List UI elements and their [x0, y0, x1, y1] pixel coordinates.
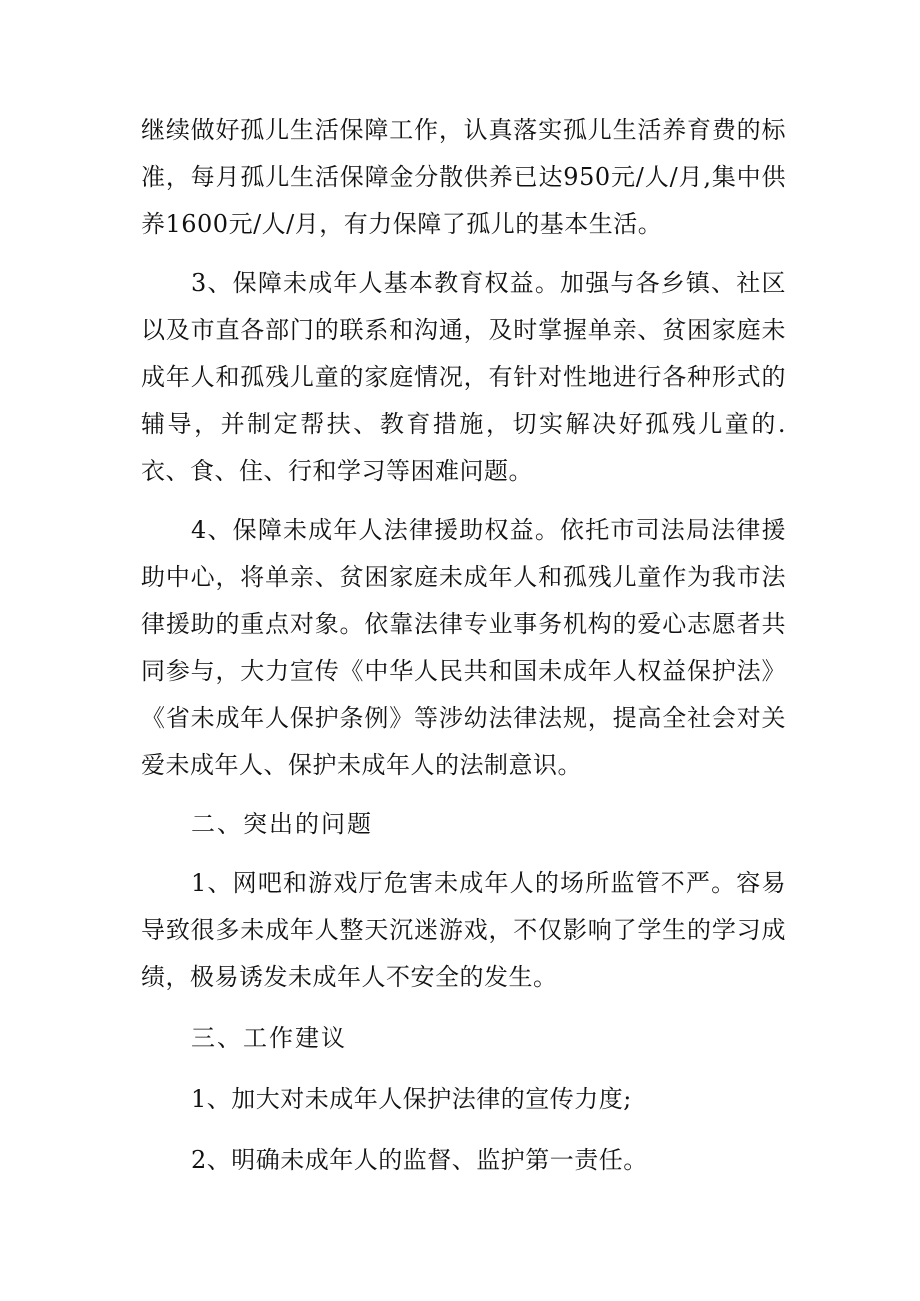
section-heading-problems: 二、突出的问题 — [191, 810, 373, 838]
section-heading-suggestions: 三、工作建议 — [191, 1024, 347, 1052]
suggestion-item-responsibility: 2、明确未成年人的监督、监护第一责任。 — [191, 1146, 648, 1174]
document-body — [141, 107, 786, 1184]
paragraph-problem-internet-cafes: 1、网吧和游戏厅危害未成年人的场所监管不严。容易导致很多未成年人整天沉迷游戏，不仅影响了学生的学习成绩，极易诱发未成年人不安全的发生。 — [141, 869, 786, 991]
paragraph-education-rights: 3、保障未成年人基本教育权益。加强与各乡镇、社区以及市直各部门的联系和沟通，及时掌握单亲、贫困家庭未成年人和孤残儿童的家庭情况，有针对性地进行各种形式的辅导，并制定帮扶、教育措施，切实解决好孤残儿童的.衣、食、住、行和学习等困难问题。 — [141, 269, 786, 485]
paragraph-legal-aid-rights: 4、保障未成年人法律援助权益。依托市司法局法律援助中心，将单亲、贫困家庭未成年人和孤残儿童作为我市法律援助的重点对象。依靠法律专业事务机构的爱心志愿者共同参与，大力宣传《中华人民共和国未成年人权益保护法》《省未成年人保护条例》等涉幼法律法规，提高全社会对关爱未成年人、保护未成年人的法制意识。 — [141, 516, 786, 779]
paragraph-orphan-support: 继续做好孤儿生活保障工作，认真落实孤儿生活养育费的标准，每月孤儿生活保障金分散供养已达950元/人/月,集中供养1600元/人/月，有力保障了孤儿的基本生活。 — [141, 116, 786, 238]
suggestion-item-publicity: 1、加大对未成年人保护法律的宣传力度; — [191, 1085, 632, 1113]
